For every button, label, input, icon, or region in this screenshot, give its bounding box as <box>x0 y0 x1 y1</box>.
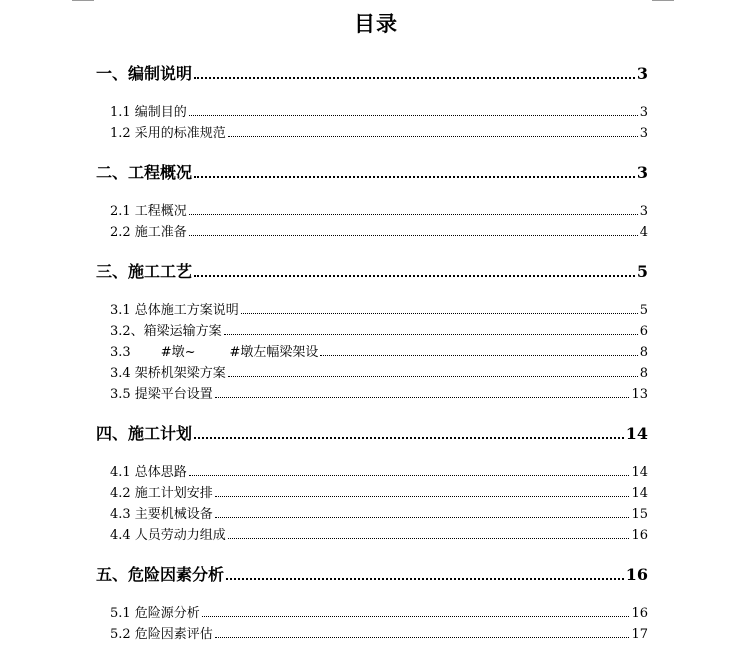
toc-page-number: 17 <box>631 627 648 642</box>
toc-page-number: 3 <box>636 64 648 83</box>
toc-item-label <box>110 341 318 360</box>
dot-leader <box>194 176 635 178</box>
dot-leader <box>202 616 630 617</box>
toc-page-number: 3 <box>639 204 648 219</box>
dot-leader <box>228 538 630 539</box>
toc-section-2[interactable] <box>96 160 648 183</box>
dot-leader <box>189 475 630 476</box>
toc-title: 目录 <box>354 11 398 36</box>
page-corner-mark-right <box>652 0 674 1</box>
toc-item-label: 3.2、箱梁运输方案 <box>110 324 222 339</box>
toc-page-number: 14 <box>625 424 648 443</box>
toc-item-5-2[interactable] <box>110 623 648 642</box>
dot-leader <box>228 136 638 137</box>
toc-section-label: 五、危险因素分析 <box>96 565 225 584</box>
toc-item-label: 3.4 架桥机架梁方案 <box>110 366 226 381</box>
toc-page-number: 3 <box>639 105 648 120</box>
dot-leader <box>189 214 638 215</box>
toc-item-3-4[interactable] <box>110 362 648 381</box>
toc-page-number: 6 <box>639 324 648 339</box>
toc-page-number: 8 <box>639 366 648 381</box>
toc-item-number: 3.3 <box>110 345 131 360</box>
toc-section-4[interactable] <box>96 421 648 444</box>
toc-page-number: 15 <box>631 507 648 522</box>
toc-section-label: 三、施工工艺 <box>96 262 193 281</box>
dot-leader <box>194 77 635 79</box>
toc-item-label: 4.1 总体思路 <box>110 465 187 480</box>
dot-leader <box>189 235 638 236</box>
toc-item-label: 5.2 危险因素评估 <box>110 627 213 642</box>
toc-item-pier-to: #墩左幅梁架设 <box>229 345 319 360</box>
toc-item-3-5[interactable] <box>110 383 648 402</box>
toc-item-label: 2.1 工程概况 <box>110 204 187 219</box>
dot-leader <box>189 115 638 116</box>
toc-page-number: 14 <box>631 465 648 480</box>
toc-item-1-2[interactable] <box>110 122 648 141</box>
toc-item-label: 1.1 编制目的 <box>110 105 187 120</box>
toc-item-4-2[interactable] <box>110 482 648 501</box>
toc-section-label: 四、施工计划 <box>96 424 193 443</box>
toc-item-4-3[interactable] <box>110 503 648 522</box>
dot-leader <box>215 517 630 518</box>
toc-item-pier-from: #墩~ <box>160 345 196 360</box>
toc-page-number: 5 <box>636 262 648 281</box>
toc-page-number: 8 <box>639 345 648 360</box>
dot-leader <box>215 637 630 638</box>
toc-section-label: 二、工程概况 <box>96 163 193 182</box>
toc-item-label: 3.5 提梁平台设置 <box>110 387 213 402</box>
toc-item-2-2[interactable] <box>110 221 648 240</box>
dot-leader <box>226 578 624 580</box>
dot-leader <box>215 397 630 398</box>
dot-leader <box>241 313 638 314</box>
toc-page-number: 16 <box>631 606 648 621</box>
toc-section-label: 一、编制说明 <box>96 64 193 83</box>
dot-leader <box>194 275 635 277</box>
toc-item-3-3[interactable] <box>110 341 648 360</box>
toc-item-4-4[interactable] <box>110 524 648 543</box>
dot-leader <box>228 376 638 377</box>
toc-item-label: 5.1 危险源分析 <box>110 606 200 621</box>
toc-item-label: 4.3 主要机械设备 <box>110 507 213 522</box>
toc-item-label: 4.4 人员劳动力组成 <box>110 528 226 543</box>
toc-item-label: 2.2 施工准备 <box>110 225 187 240</box>
dot-leader <box>320 355 637 356</box>
toc-section-3[interactable] <box>96 259 648 282</box>
dot-leader <box>224 334 638 335</box>
toc-page-number: 4 <box>639 225 648 240</box>
toc-item-5-1[interactable] <box>110 602 648 621</box>
toc-item-2-1[interactable] <box>110 200 648 219</box>
toc-item-label: 3.1 总体施工方案说明 <box>110 303 239 318</box>
toc-section-1[interactable] <box>96 61 648 84</box>
toc-item-3-1[interactable] <box>110 299 648 318</box>
toc-page-number: 13 <box>631 387 648 402</box>
toc-page-number: 14 <box>631 486 648 501</box>
toc-section-5[interactable] <box>96 562 648 585</box>
toc-item-label: 1.2 采用的标准规范 <box>110 126 226 141</box>
toc-item-4-1[interactable] <box>110 461 648 480</box>
toc-page-number: 3 <box>639 126 648 141</box>
toc-item-3-2[interactable] <box>110 320 648 339</box>
dot-leader <box>194 437 624 439</box>
toc-item-1-1[interactable] <box>110 101 648 120</box>
dot-leader <box>215 496 630 497</box>
toc-page-number: 3 <box>636 163 648 182</box>
toc-item-label: 4.2 施工计划安排 <box>110 486 213 501</box>
page-corner-mark-left <box>72 0 94 1</box>
toc-page-number: 16 <box>631 528 648 543</box>
toc-page-number: 16 <box>625 565 648 584</box>
toc-page-number: 5 <box>639 303 648 318</box>
